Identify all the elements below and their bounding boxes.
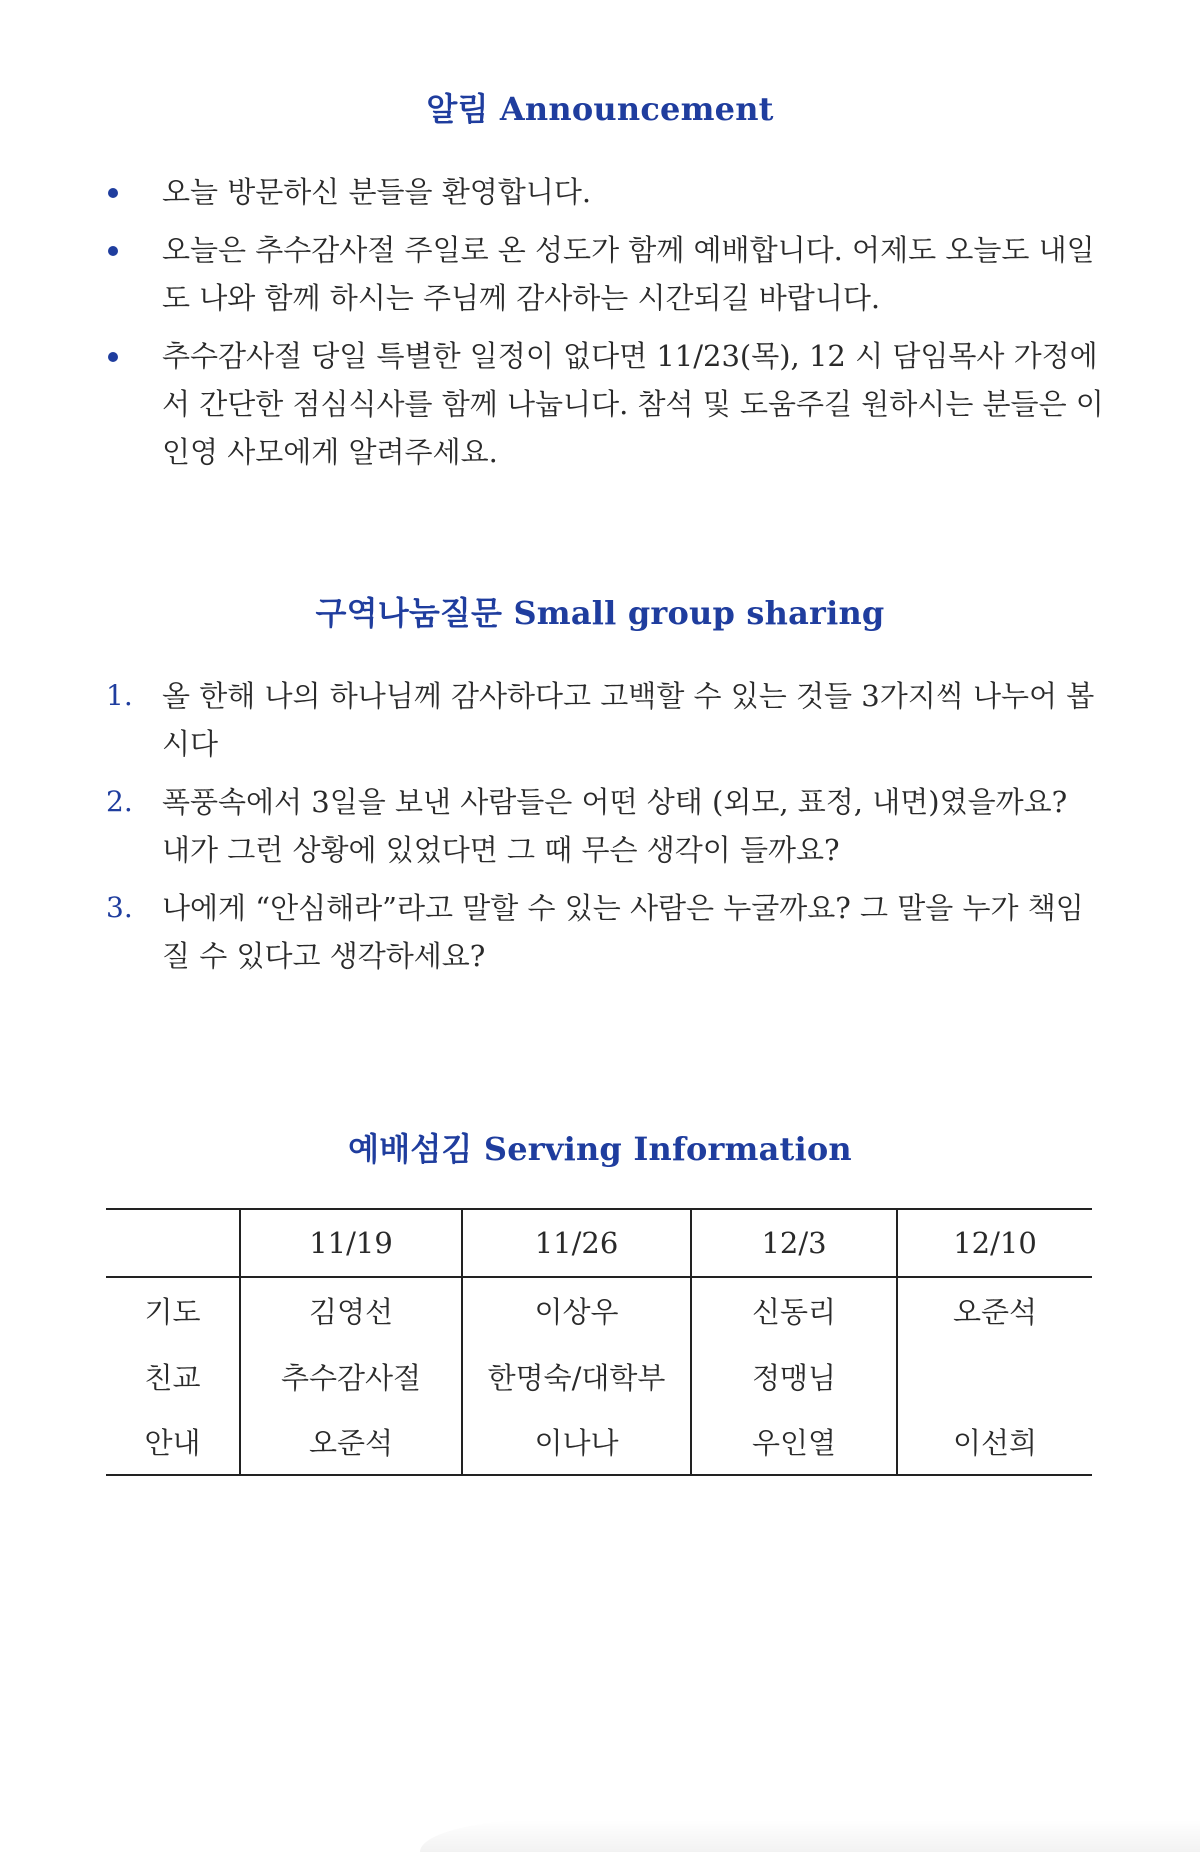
small-group-question-list [104,672,1104,990]
announcement-item [104,226,1104,322]
serving-header-row [106,1209,1092,1277]
date-header: 11/26 [462,1209,691,1277]
serving-cell: 김영선 [240,1277,462,1343]
announcement-item-text: 오늘 방문하신 분들을 환영합니다. [162,175,592,209]
announcement-item [104,332,1104,476]
question-number: 2. [106,785,133,818]
serving-row [106,1277,1092,1343]
small-group-heading: 구역나눔질문 Small group sharing [315,594,885,632]
serving-row [106,1343,1092,1409]
question-text: 올 한해 나의 하나님께 감사하다고 고백할 수 있는 것들 3가지씩 나누어 봅시다 [162,679,1095,761]
serving-cell: 한명숙/대학부 [462,1343,691,1409]
question-number: 3. [106,891,133,924]
serving-cell: 이나나 [462,1409,691,1475]
question-number: 1. [106,679,133,712]
question-item [104,884,1104,980]
bullet-icon [108,246,118,256]
role-label: 안내 [144,1426,201,1460]
question-item [104,778,1104,874]
serving-heading: 예배섬김 Serving Information [348,1130,852,1168]
serving-row [106,1409,1092,1475]
role-label: 기도 [144,1295,201,1329]
date-header: 12/10 [897,1209,1092,1277]
page-edge-shadow [420,1820,1200,1852]
serving-cell [897,1343,1092,1409]
announcement-item-text: 추수감사절 당일 특별한 일정이 없다면 11/23(목), 12 시 담임목사 가정에서 간단한 점심식사를 함께 나눕니다. 참석 및 도움주길 원하시는 분들은 이인영 사모에게 알려주세요. [162,339,1104,469]
announcement-list [104,168,1104,486]
serving-cell: 오준석 [240,1409,462,1475]
announcement-item-text: 오늘은 추수감사절 주일로 온 성도가 함께 예배합니다. 어제도 오늘도 내일도 나와 함께 하시는 주님께 감사하는 시간되길 바랍니다. [162,233,1095,315]
serving-table [106,1208,1092,1476]
question-item [104,672,1104,768]
question-text: 나에게 “안심해라”라고 말할 수 있는 사람은 누굴까요? 그 말을 누가 책임질 수 있다고 생각하세요? [162,891,1084,973]
role-label: 친교 [144,1360,201,1395]
date-header: 11/19 [240,1209,462,1277]
serving-cell: 신동리 [691,1277,897,1343]
serving-cell: 오준석 [897,1277,1092,1343]
serving-cell: 이상우 [462,1277,691,1343]
serving-corner-cell [106,1209,240,1277]
bullet-icon [108,188,118,198]
date-header: 12/3 [691,1209,897,1277]
announcement-item [104,168,1104,216]
serving-cell: 이선희 [897,1409,1092,1475]
bullet-icon [108,352,118,362]
question-text: 폭풍속에서 3일을 보낸 사람들은 어떤 상태 (외모, 표정, 내면)였을까요? 내가 그런 상황에 있었다면 그 때 무슨 생각이 들까요? [162,785,1068,867]
serving-cell: 추수감사절 [240,1343,462,1409]
announcement-heading: 알림 Announcement [426,90,774,128]
serving-cell: 정맹님 [691,1343,897,1409]
serving-cell: 우인열 [691,1409,897,1475]
